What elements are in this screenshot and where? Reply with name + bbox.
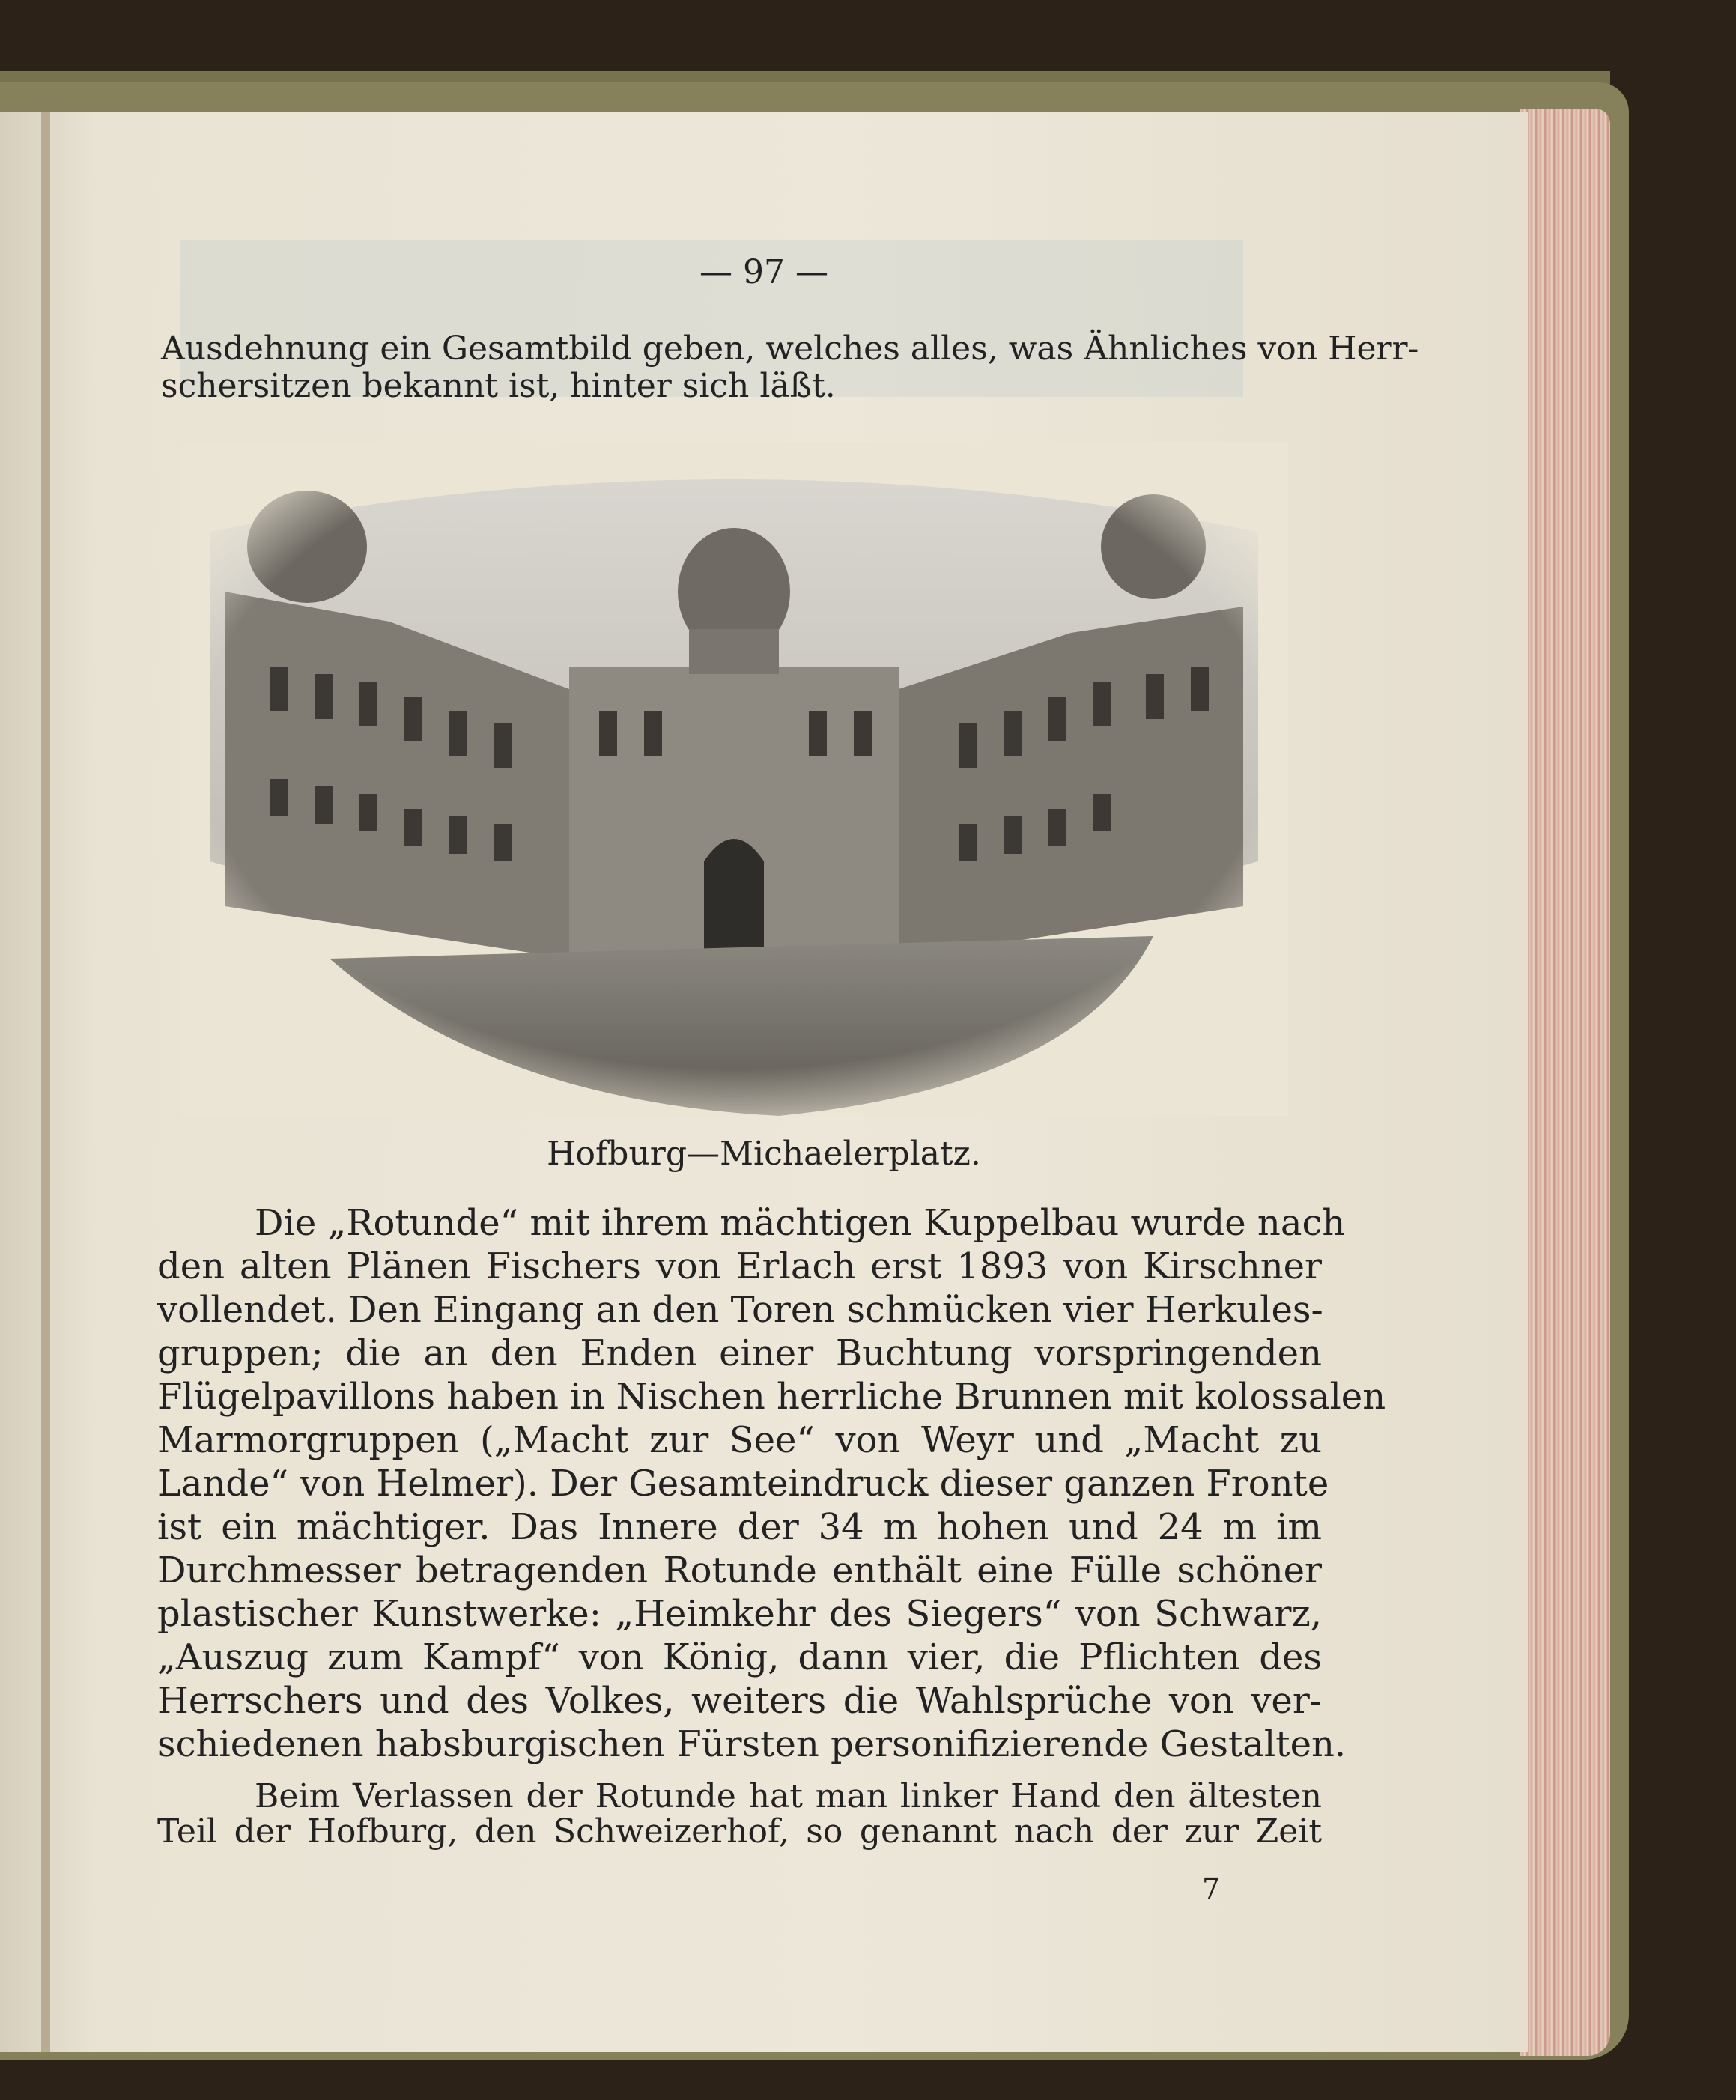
body-line-5: Flügelpavillons haben in Nischen herrliche Brunnen mit kolossalen xyxy=(157,1376,1386,1418)
intro-line-2: schersitzen bekannt ist, hinter sich läßt. xyxy=(161,367,836,405)
body-line-8: ist ein mächtiger. Das Innere der 34 m hohen und 24 m im xyxy=(157,1506,1322,1548)
figure-caption: Hofburg—Michaelerplatz. xyxy=(547,1135,981,1173)
signature-mark: 7 xyxy=(1202,1872,1221,1905)
body-line-13: schiedenen habsburgischen Fürsten personifizierende Gestalten. xyxy=(157,1723,1347,1765)
closing-line-1: Beim Verlassen der Rotunde hat man linker Hand den ältesten xyxy=(255,1777,1322,1815)
body-line-9: Durchmesser betragenden Rotunde enthält eine Fülle schöner xyxy=(157,1550,1322,1591)
body-line-12: Herrschers und des Volkes, weiters die Wahlsprüche von ver- xyxy=(157,1680,1322,1722)
page-edges xyxy=(1520,109,1610,2056)
page-number: — 97 — xyxy=(699,253,828,291)
body-line-7: Lande“ von Helmer). Der Gesamteindruck dieser ganzen Fronte xyxy=(157,1463,1329,1505)
body-line-10: plastischer Kunstwerke: „Heimkehr des Siegers“ von Schwarz, xyxy=(157,1593,1322,1635)
body-line-1: Die „Rotunde“ mit ihrem mächtigen Kuppelbau wurde nach xyxy=(255,1202,1346,1244)
intro-line-1: Ausdehnung ein Gesamtbild geben, welches alles, was Ähnliches von Herr- xyxy=(161,330,1419,368)
closing-line-2: Teil der Hofburg, den Schweizerhof, so genannt nach der zur Zeit xyxy=(157,1812,1322,1851)
page-gutter xyxy=(41,112,50,2052)
hofburg-photograph xyxy=(180,442,1288,1116)
body-line-11: „Auszug zum Kampf“ von König, dann vier, die Pflichten des xyxy=(157,1636,1322,1678)
body-line-3: vollendet. Den Eingang an den Toren schmücken vier Herkules- xyxy=(157,1289,1323,1331)
body-line-4: gruppen; die an den Enden einer Buchtung vorspringenden xyxy=(157,1332,1322,1374)
body-line-6: Marmorgruppen („Macht zur See“ von Weyr und „Macht zu xyxy=(157,1419,1322,1461)
body-line-2: den alten Plänen Fischers von Erlach erst 1893 von Kirschner xyxy=(157,1245,1322,1287)
